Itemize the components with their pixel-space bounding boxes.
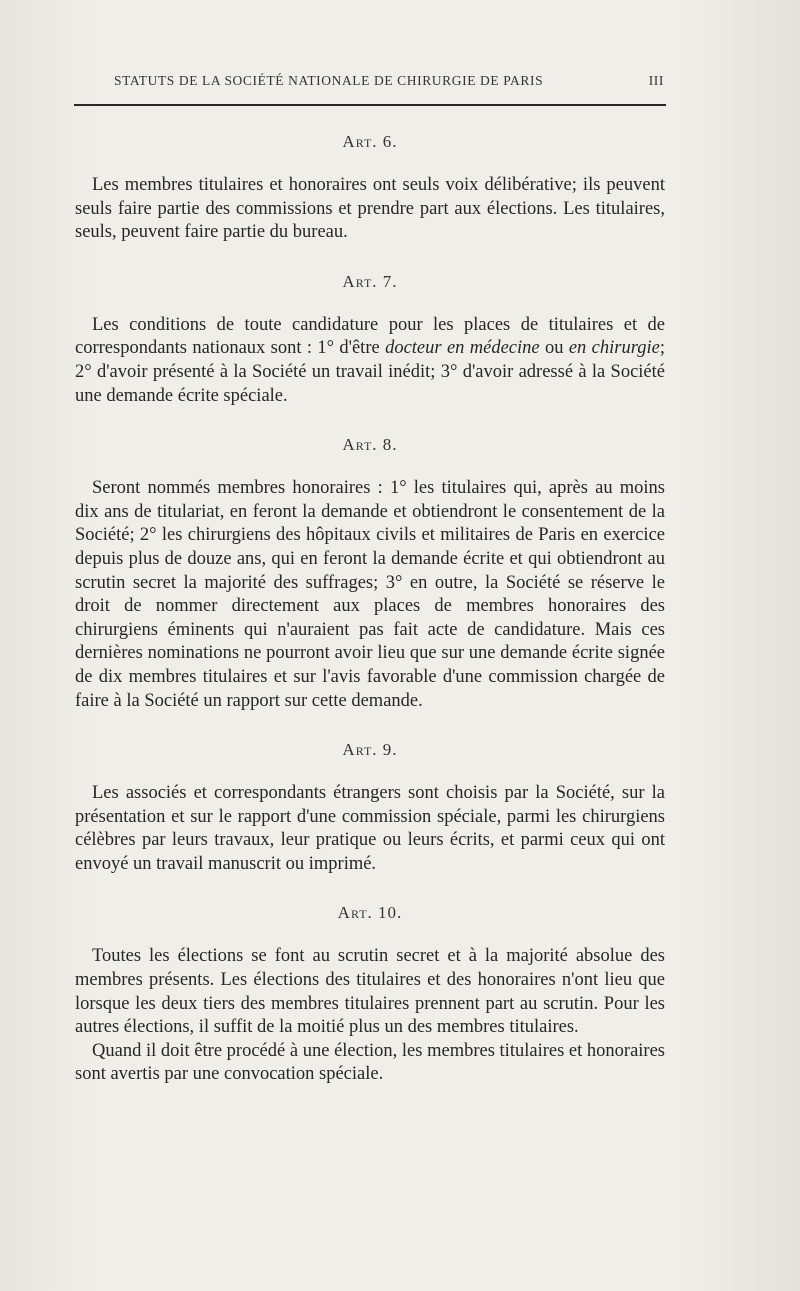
running-head xyxy=(114,73,664,89)
page-number: III xyxy=(648,73,664,88)
header-rule xyxy=(74,104,666,106)
article-7-paragraph: Les conditions de toute candidature pour les places de titulaires et de correspondants nationaux sont : 1° d'être docteur en médecine ou en chirurgie; 2° d'avoir présenté à la Société un travail inédit; 3° d'avoir adressé à la Société une demande écrite spéciale. xyxy=(75,314,665,406)
article-9-paragraph: Les associés et correspondants étrangers sont choisis par la Société, sur la présentation et sur le rapport d'une commission spéciale, parmi les chirurgiens célèbres par leurs travaux, leur pratique ou leurs écrits, et parmi ceux qui ont envoyé un travail manuscrit ou imprimé. xyxy=(75,783,665,874)
article-6-heading: Art. 6. xyxy=(342,132,398,151)
article-10-paragraph-1: Toutes les élections se font au scrutin secret et à la majorité absolue des membres présents. Les élections des titulaires et des honoraires n'ont lieu que lorsque les deux tiers des membres titulaires prennent part au scrutin. Pour les autres élections, il suffit de la moitié plus un des membres titulaires. xyxy=(75,946,665,1038)
article-7-emphasis-2: en chirurgie xyxy=(568,338,660,359)
article-9-heading: Art. 9. xyxy=(342,740,398,760)
article-6-paragraph: Les membres titulaires et honoraires ont seuls voix délibérative; ils peuvent seuls faire partie des commissions et prendre part aux élections. Les titulaires, seuls, peuvent faire partie du bureau. xyxy=(75,175,665,243)
running-head-title: STATUTS DE LA SOCIÉTÉ NATIONALE DE CHIRURGIE DE PARIS xyxy=(114,73,544,88)
article-7-heading: Art. 7. xyxy=(342,271,398,291)
statutes-body xyxy=(75,132,665,1087)
article-10-paragraph-2: Quand il doit être procédé à une élection, les membres titulaires et honoraires sont avertis par une convocation spéciale. xyxy=(75,1040,665,1085)
article-8-heading: Art. 8. xyxy=(342,435,398,455)
article-10-heading: Art. 10. xyxy=(337,903,403,923)
article-7-emphasis-1: docteur en médecine xyxy=(385,338,540,359)
article-8-paragraph: Seront nommés membres honoraires : 1° les titulaires qui, après au moins dix ans de titulariat, en feront la demande et obtiendront le consentement de la Société; 2° les chirurgiens des hôpitaux civils et militaires de Paris en exercice depuis plus de douze ans, qui en feront la demande écrite et qui obtiendront au scrutin secret la majorité des suffrages; 3° en outre, la Société se réserve le droit de nommer directement aux places de membres honoraires des chirurgiens éminents qui n'auraient pas fait acte de candidature. Mais ces dernières nominations ne pourront avoir lieu que sur une demande écrite signée de dix membres titulaires et sur l'avis favorable d'une commission chargée de faire à la Société un rapport sur cette demande. xyxy=(75,478,665,711)
